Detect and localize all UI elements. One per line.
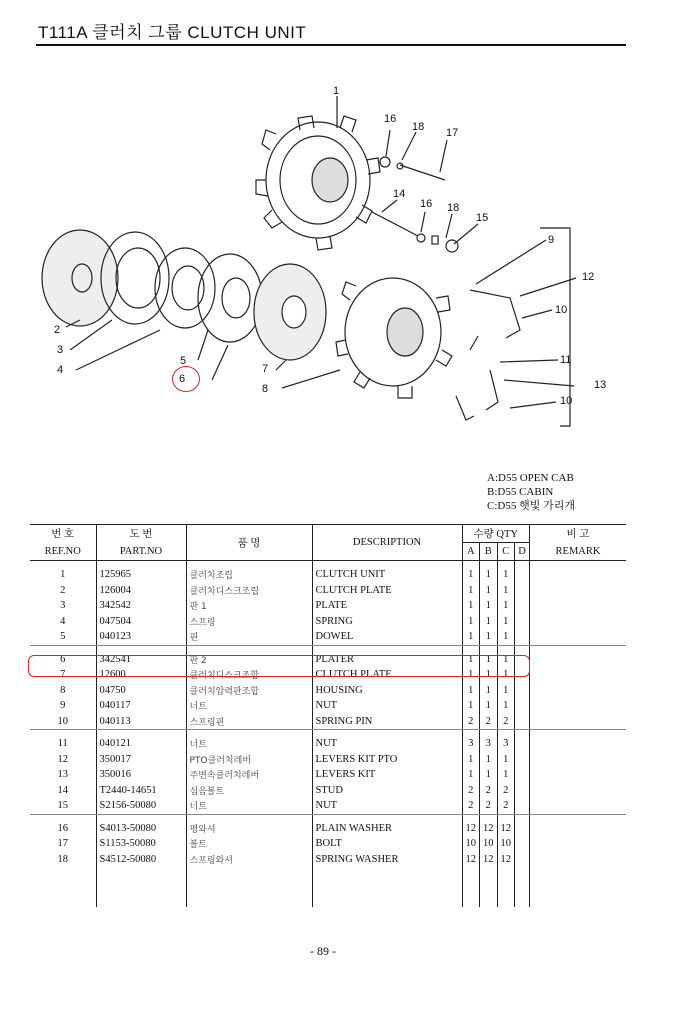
remark-cell — [530, 836, 627, 852]
qty-d-cell — [515, 614, 530, 630]
qty-d-cell — [515, 583, 530, 599]
part-no-cell: 342541 — [96, 652, 186, 668]
qty-a-cell: 2 — [462, 714, 480, 730]
qty-a-cell: 3 — [462, 736, 480, 752]
name-ko-cell: 너트 — [186, 798, 312, 814]
callout-16: 16 — [384, 113, 397, 125]
qty-b-cell: 12 — [480, 821, 498, 837]
description-cell: CLUTCH PLATE — [312, 667, 462, 683]
ref-cell: 18 — [57, 853, 68, 865]
part-no-cell: T2440-14651 — [96, 783, 186, 799]
name-ko-cell: 판 1 — [186, 598, 312, 614]
qty-c-cell: 12 — [497, 852, 515, 868]
description-cell: NUT — [312, 736, 462, 752]
ref-cell: 2 — [60, 584, 66, 596]
callout-8: 8 — [262, 383, 269, 395]
qty-b-cell: 10 — [480, 836, 498, 852]
remark-cell — [530, 598, 627, 614]
qty-c-cell: 1 — [497, 767, 515, 783]
name-ko-cell: 클러치조립 — [186, 567, 312, 583]
qty-c-cell: 3 — [497, 736, 515, 752]
part-no-cell: 342542 — [96, 598, 186, 614]
description-cell: STUD — [312, 783, 462, 799]
ref-cell: 6 — [60, 653, 66, 665]
table-row — [30, 583, 626, 599]
name-ko-cell: 주변속클러치레버 — [186, 767, 312, 783]
part-no-cell: S4512-50080 — [96, 852, 186, 868]
description-cell: LEVERS KIT PTO — [312, 752, 462, 768]
ref-cell: 13 — [57, 769, 68, 781]
description-cell: CLUTCH UNIT — [312, 567, 462, 583]
description-cell: PLATE — [312, 598, 462, 614]
remark-cell — [530, 614, 627, 630]
callout-10: 10 — [555, 304, 568, 316]
qty-a-cell: 1 — [462, 767, 480, 783]
description-cell: SPRING WASHER — [312, 852, 462, 868]
legend-b: B:D55 CABIN — [487, 486, 554, 498]
ref-cell: 15 — [30, 798, 96, 814]
callout-7: 7 — [262, 363, 269, 375]
plater-6-drawing — [198, 254, 262, 342]
callout-2: 2 — [54, 324, 61, 336]
table-row — [30, 683, 626, 699]
qty-b-cell: 1 — [480, 752, 498, 768]
remark-cell — [530, 852, 627, 868]
ref-cell: 3 — [60, 600, 66, 612]
name-ko-cell: 핀 — [186, 629, 312, 645]
part-no-cell: 125965 — [96, 567, 186, 583]
qty-a-cell: 1 — [462, 583, 480, 599]
ref-cell: 8 — [60, 684, 66, 696]
callout-1: 1 — [333, 85, 340, 97]
ref-cell: 16 — [57, 822, 68, 834]
table-row — [30, 598, 626, 614]
qty-d-cell — [515, 836, 530, 852]
name-ko-cell: 스프링 — [186, 614, 312, 630]
ref-cell: 11 — [57, 738, 68, 750]
part-no-cell: 040113 — [96, 714, 186, 730]
name-ko-cell: 스프링핀 — [186, 714, 312, 730]
ref-cell: 12 — [57, 753, 68, 765]
remark-cell — [530, 629, 627, 645]
name-ko-cell: 너트 — [186, 736, 312, 752]
callout-17: 17 — [446, 127, 459, 139]
legend-a: A:D55 OPEN CAB — [487, 472, 574, 484]
table-row — [30, 752, 626, 768]
spring-4-drawing — [155, 248, 215, 328]
qty-c-cell: 1 — [497, 567, 515, 583]
name-ko-cell: 클러치압력판조합 — [186, 683, 312, 699]
part-no-cell: 047504 — [96, 614, 186, 630]
stud-14-drawing — [372, 212, 418, 236]
qty-a-cell: 2 — [462, 798, 480, 814]
table-row — [30, 614, 626, 630]
qty-b-cell: 1 — [480, 629, 498, 645]
table-row — [30, 714, 626, 730]
qty-c-cell: 1 — [497, 629, 515, 645]
qty-d-cell — [515, 767, 530, 783]
qty-d-cell — [515, 714, 530, 730]
ref-cell: 14 — [57, 784, 68, 796]
qty-b-cell: 1 — [480, 652, 498, 668]
table-row — [30, 567, 626, 583]
description-cell: CLUTCH PLATE — [312, 583, 462, 599]
description-cell: HOUSING — [312, 683, 462, 699]
qty-a-cell: 1 — [462, 752, 480, 768]
qty-d-cell — [515, 821, 530, 837]
remark-cell — [530, 767, 627, 783]
remark-cell — [530, 736, 627, 752]
callout-12: 12 — [582, 271, 595, 283]
callout-11: 11 — [560, 354, 572, 366]
qty-a-cell: 2 — [462, 783, 480, 799]
remark-cell — [530, 583, 627, 599]
qty-b-cell: 1 — [480, 598, 498, 614]
qty-d-cell — [515, 698, 530, 714]
table-row — [30, 836, 626, 852]
page-title: T111A 클러치 그룹 CLUTCH UNIT — [38, 23, 307, 42]
remark-cell — [530, 567, 627, 583]
qty-a-cell: 1 — [462, 614, 480, 630]
part-no-cell: 040121 — [96, 736, 186, 752]
name-ko-cell: 심음볼트 — [186, 783, 312, 799]
part-no-cell: 040123 — [96, 629, 186, 645]
lever-kit-pto-drawing — [470, 290, 520, 338]
callout-15: 15 — [476, 212, 489, 224]
callout-9: 9 — [548, 234, 555, 246]
qty-a-cell: 1 — [462, 567, 480, 583]
qty-b-cell: 2 — [480, 783, 498, 799]
ref-cell: 4 — [60, 615, 66, 627]
qty-d-cell — [515, 752, 530, 768]
qty-d-cell — [515, 798, 530, 814]
callout-3: 3 — [57, 344, 64, 356]
qty-a-cell: 12 — [462, 852, 480, 868]
part-no-cell: 126004 — [96, 583, 186, 599]
qty-b-cell: 12 — [480, 852, 498, 868]
qty-a-cell: 12 — [462, 821, 480, 837]
housing-8-drawing — [336, 278, 452, 398]
qty-d-cell — [515, 598, 530, 614]
header-name-ko: 품 명 — [186, 525, 312, 561]
qty-b-cell: 3 — [480, 736, 498, 752]
qty-d-cell — [515, 736, 530, 752]
ref-cell: 5 — [30, 629, 96, 645]
table-row — [30, 698, 626, 714]
qty-c-cell: 1 — [497, 698, 515, 714]
qty-b-cell: 1 — [480, 583, 498, 599]
description-cell: LEVERS KIT — [312, 767, 462, 783]
lever-kit-drawing — [470, 336, 498, 410]
name-ko-cell: 평와셔 — [186, 821, 312, 837]
qty-a-cell: 1 — [462, 698, 480, 714]
qty-c-cell: 1 — [497, 683, 515, 699]
description-cell: PLATER — [312, 652, 462, 668]
parts-table — [30, 524, 626, 907]
callout-16b: 16 — [420, 198, 433, 210]
qty-d-cell — [515, 629, 530, 645]
qty-a-cell: 10 — [462, 836, 480, 852]
clutch-plate-2-drawing — [42, 230, 118, 326]
washer-16-drawing — [380, 157, 390, 167]
qty-b-cell: 2 — [480, 798, 498, 814]
callout-18: 18 — [412, 121, 425, 133]
description-cell: DOWEL — [312, 629, 462, 645]
header-qty-a: A — [462, 543, 480, 561]
table-row — [30, 629, 626, 645]
qty-c-cell: 10 — [497, 836, 515, 852]
qty-b-cell: 1 — [480, 767, 498, 783]
part-no-cell: 350017 — [96, 752, 186, 768]
qty-a-cell: 1 — [462, 598, 480, 614]
qty-c-cell: 2 — [497, 714, 515, 730]
description-cell: BOLT — [312, 836, 462, 852]
part-no-cell: S1153-50080 — [96, 836, 186, 852]
header-ref-en: REF.NO — [30, 543, 96, 561]
description-cell: PLAIN WASHER — [312, 821, 462, 837]
name-ko-cell: 판 2 — [186, 652, 312, 668]
qty-b-cell: 1 — [480, 667, 498, 683]
remark-cell — [530, 752, 627, 768]
qty-d-cell — [515, 683, 530, 699]
callout-5: 5 — [180, 355, 187, 367]
part-no-cell: S2156-50080 — [96, 798, 186, 814]
table-row — [30, 852, 626, 868]
clutch-plate-7-drawing — [254, 264, 326, 360]
model-legend — [487, 471, 575, 513]
name-ko-cell: 볼트 — [186, 836, 312, 852]
part-no-cell: 04750 — [96, 683, 186, 699]
table-row — [30, 798, 626, 814]
name-ko-cell: 클러치디스크조합 — [186, 667, 312, 683]
remark-cell — [530, 698, 627, 714]
bolt-17-drawing — [400, 165, 445, 180]
part-no-cell: 12600 — [96, 667, 186, 683]
name-ko-cell: PTO클러치레버 — [186, 752, 312, 768]
remark-cell — [530, 652, 627, 668]
header-description: DESCRIPTION — [312, 525, 462, 561]
qty-a-cell: 1 — [462, 667, 480, 683]
part-no-cell: S4013-50080 — [96, 821, 186, 837]
remark-cell — [530, 714, 627, 730]
qty-c-cell: 1 — [497, 752, 515, 768]
qty-c-cell: 2 — [497, 783, 515, 799]
qty-a-cell: 1 — [462, 683, 480, 699]
callout-14: 14 — [393, 188, 406, 200]
qty-b-cell: 1 — [480, 683, 498, 699]
qty-d-cell — [515, 852, 530, 868]
header-qty-c: C — [497, 543, 515, 561]
table-row — [30, 736, 626, 752]
header-remark-ko: 비 고 — [530, 525, 627, 543]
ref-cell: 17 — [57, 838, 68, 850]
qty-c-cell: 1 — [497, 583, 515, 599]
header-part-ko: 도 번 — [96, 525, 186, 543]
header-qty-d: D — [515, 543, 530, 561]
qty-c-cell: 1 — [497, 614, 515, 630]
part-no-cell: 350016 — [96, 767, 186, 783]
table-row — [30, 767, 626, 783]
description-cell: SPRING — [312, 614, 462, 630]
table-row — [30, 783, 626, 799]
qty-b-cell: 1 — [480, 698, 498, 714]
name-ko-cell: 스프링와셔 — [186, 852, 312, 868]
qty-d-cell — [515, 567, 530, 583]
clutch-unit-drawing — [256, 116, 380, 250]
qty-d-cell — [515, 783, 530, 799]
row-6-highlight — [28, 655, 530, 677]
qty-c-cell: 1 — [497, 652, 515, 668]
qty-c-cell: 12 — [497, 821, 515, 837]
ref-cell: 10 — [30, 714, 96, 730]
remark-cell — [530, 798, 627, 814]
callout-4: 4 — [57, 364, 64, 376]
callout-6: 6 — [179, 373, 186, 385]
remark-cell — [530, 683, 627, 699]
description-cell: SPRING PIN — [312, 714, 462, 730]
qty-b-cell: 1 — [480, 614, 498, 630]
callout-10b: 10 — [560, 395, 573, 407]
qty-c-cell: 1 — [497, 598, 515, 614]
header-qty: 수량 QTY — [462, 525, 530, 543]
legend-c: C:D55 햇빛 가리개 — [487, 500, 575, 512]
qty-b-cell: 2 — [480, 714, 498, 730]
ref-cell: 7 — [60, 669, 66, 681]
ref-cell: 1 — [60, 569, 66, 581]
qty-a-cell: 1 — [462, 629, 480, 645]
qty-a-cell: 1 — [462, 652, 480, 668]
callout-18b: 18 — [447, 202, 460, 214]
name-ko-cell: 클러치디스크조립 — [186, 583, 312, 599]
part-no-cell: 040117 — [96, 698, 186, 714]
qty-b-cell: 1 — [480, 567, 498, 583]
remark-cell — [530, 667, 627, 683]
page-number: - 89 - — [310, 944, 336, 958]
callout-13: 13 — [594, 379, 607, 391]
description-cell: NUT — [312, 698, 462, 714]
callout-6-circle — [172, 366, 200, 392]
remark-cell — [530, 783, 627, 799]
header-qty-b: B — [480, 543, 498, 561]
ref-cell: 9 — [60, 700, 66, 712]
header-part-en: PART.NO — [96, 543, 186, 561]
qty-c-cell: 1 — [497, 667, 515, 683]
description-cell: NUT — [312, 798, 462, 814]
header-remark-en: REMARK — [530, 543, 627, 561]
remark-cell — [530, 821, 627, 837]
filler-row — [30, 867, 626, 907]
name-ko-cell: 너트 — [186, 698, 312, 714]
qty-c-cell: 2 — [497, 798, 515, 814]
header-ref-ko: 번 호 — [30, 525, 96, 543]
table-row — [30, 821, 626, 837]
